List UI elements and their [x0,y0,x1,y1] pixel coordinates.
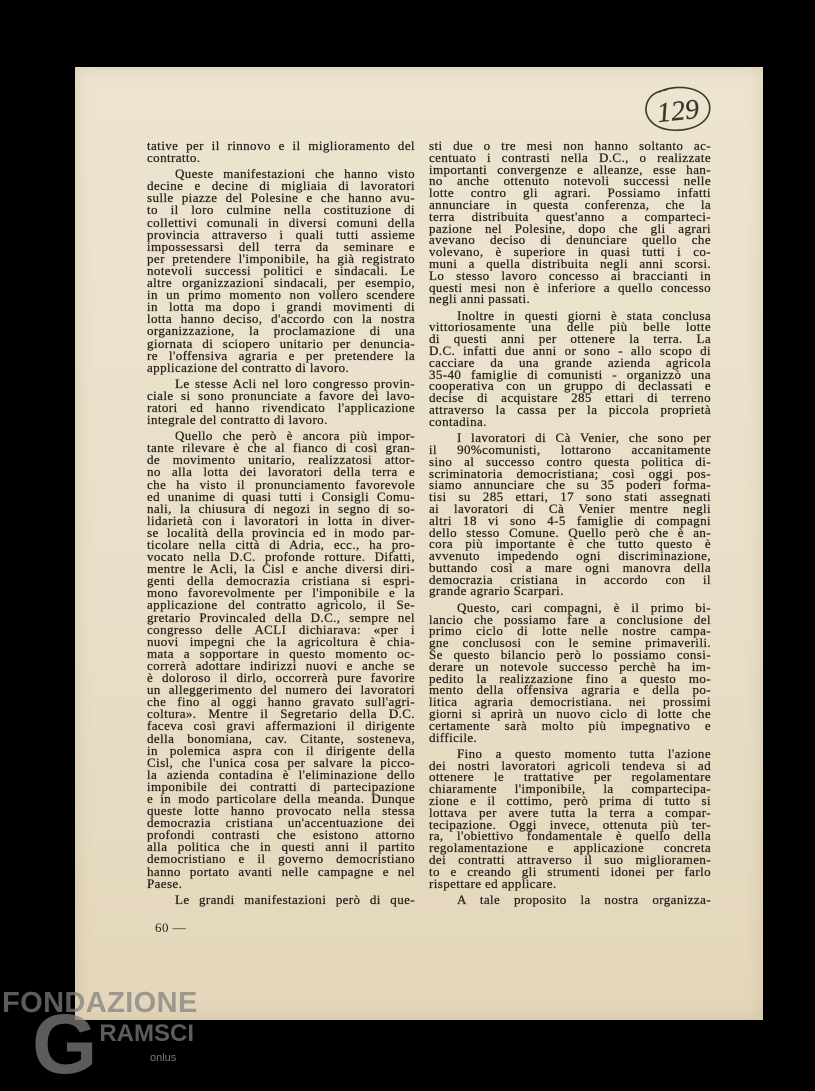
text-line: Le stesse Acli nel loro congresso provin- [175,375,415,391]
text-line: contratto. [147,150,201,166]
text-line: I lavoratori di Cà Venier, che sono per [457,430,711,446]
paragraph [147,430,415,890]
text-line: dei nostri lavoratori agricoli tendeva si ad [429,757,711,773]
text-line: e in modo particolare della meanda. Dunque [147,790,415,806]
text-line: Fino a questo momento tutta l'azione [457,745,711,761]
text-line: ratori ed hanno rivendicato l'applicazione [147,399,415,415]
text-line: to il loro culmine nella costituzione di [147,202,415,218]
document-page [75,67,763,1020]
text-line: grande agrario Scarpari. [429,583,564,599]
text-line: lotte contro gli agrari. Possiamo infatti [429,185,711,201]
text-line: collettivi comunali in diversi comuni della [147,214,415,230]
text-line: primo ciclo di lotte nelle nostre campa- [429,623,711,639]
text-line: ottenere le trattative per regolamentare [429,769,711,785]
text-line: tative per il rinnovo e il miglioramento del [147,138,415,153]
paragraph [147,891,415,907]
text-line: integrale del contratto di lavoro. [147,412,328,428]
text-line: decise di acquistare 285 ettari di terreno [429,390,711,406]
text-line: pazione nel Polesine, dopo che gli agrari [429,220,711,236]
text-line: buttando così a mare ogni manovra della [429,559,711,575]
text-line: tisi su 285 ettari, 17 sono stati assegnati [429,489,711,505]
text-line: tecipazione. Oggi invece, ottenuta più ter- [429,816,711,832]
text-line: faceva così gravi affermazioni il dirigente [147,718,415,734]
text-line: scriminatoria democristiana; così oggi pos- [429,465,711,481]
text-line: in lotta ma dopo i grandi movimenti di [147,299,415,315]
watermark-onlus: onlus [150,1052,177,1064]
text-line: congresso delle ACLI dichiarava: «per i [147,621,415,637]
paragraph [147,168,415,374]
page-number: 60 — [155,920,187,935]
text-line: D.C. infatti due anni or sono - allo scopo di [429,343,711,359]
text-line: lidarietà con i lavoratori in lotta in diver- [147,512,415,528]
text-line: A tale proposito la nostra organizza- [457,891,711,907]
text-line: tante rilevare è che al fianco di così gran- [147,440,415,456]
text-line: to e creando gli strumenti idonei per farlo [429,863,711,879]
paragraph [147,140,415,164]
text-line: zione e il cottimo, però prima di tutto si [429,793,711,809]
text-line: questi mesi non è inferiore a quello concesso [429,279,711,295]
text-line: lotta hanno deciso, d'accordo con la nostra [147,311,415,327]
text-line: coltura». Mentre il Segretario della D.C. [147,706,415,722]
text-line: no alla lotta dei lavoratori della terra e [147,464,415,480]
text-line: giorni si aprirà un nuovo ciclo di lotte che [429,705,711,721]
handwritten-annotation [641,83,715,135]
text-line: democristiano e il governo democristiano [147,851,415,867]
text-line: democrazia cristiana in accordo con il [429,571,711,587]
text-line: di questi anni per ottenere la terra. La [429,331,711,347]
text-line: ra, l'obiettivo fondamentale è quello della [429,828,711,844]
text-line: Lo stesso lavoro concesso ai braccianti in [429,267,711,283]
text-line: gne conclusosi con le semine primaverili. [429,635,711,651]
text-line: difficile. [429,729,478,745]
paragraph [429,140,711,305]
handwritten-number: 129 [655,93,701,130]
text-line: lottava per avere tutta la terra a compar- [429,804,711,820]
text-line: organizzazione, la proclamazione di una [147,323,415,339]
text-line: provincia attraverso i quali tutti assieme [147,226,415,242]
text-line: hanno portato avanti nelle campagne e nel [147,863,415,879]
text-line: avevano deciso di denunciare quello che [429,232,711,248]
text-line: nali, la chiusura di negozi in segno di so- [147,500,415,516]
text-line: derare un notevole successo perchè ha im- [429,658,711,674]
text-line: in polemica aspra con il dirigente della [147,742,415,758]
text-line: attraverso la cassa per la piccola proprietà [429,402,711,418]
text-line: mentre le Acli, la Cisl e anche diversi diri- [147,561,415,577]
text-line: annunciare in questa conferenza, che la [429,196,711,212]
paragraph [429,891,711,907]
text-line: re l'offensiva agraria e per pretendere la [147,347,415,363]
text-line: volevano, è superiore in quasi tutti i co- [429,244,711,260]
text-line: è doloroso il dirlo, occorrerà pure favorire [147,670,415,686]
text-line: mata a sopportare in questo momento oc- [147,645,415,661]
text-line: vittoriosamente una delle più belle lotte [429,319,711,335]
text-line: democrazia cristiana un'accentuazione dei [147,815,415,831]
text-line: certamente sarà molto più impegnativo e [429,717,711,733]
text-line: per pretendere l'imponibile, ha già registrato [147,250,415,266]
text-line: chiaramente l'imponibile, la compartecipa- [429,781,711,797]
text-line: importanti convergenze e alleanze, esse han- [429,161,711,177]
text-line: il 90%comunisti, lottarono accanitamente [429,441,711,457]
text-line: lancio che possiamo fare a conclusione del [429,611,711,627]
text-line: altri 18 vi sono 4-5 famiglie di compagni [429,512,711,528]
paragraph [429,307,711,429]
text-line: regolamentazione e applicazione concreta [429,840,711,856]
text-line: Paese. [147,875,183,891]
text-line: terra distribuita quest'anno a comparteci- [429,208,711,224]
text-line: ciale si sono pronunciate a favore dei lavo- [147,387,415,403]
text-line: impossessarsi dell terra da seminare e [147,238,415,254]
text-line: Se questo bilancio però lo possiamo consi- [429,646,711,662]
text-line: giornata di sciopero unitario per denuncia- [147,335,415,351]
text-line: contadina. [429,413,487,429]
text-line: applicazione del contratto di lavoro. [147,359,350,375]
watermark-gramsci: GRAMSCI [32,997,195,1091]
text-line: imponibile dei contratti di partecipazione [147,778,415,794]
text-line: cora più importante è che tutto questo è [429,536,711,552]
text-line: muni a quella distribuita negli anni scorsi. [429,255,711,271]
text-line: mento della offensiva agraria e della po- [429,682,711,698]
watermark-fondazione: FONDAZIONE [2,987,198,1019]
text-line: Questo, cari compagni, è il primo bi- [457,599,711,615]
text-line: notevoli successi politici e sindacali. Le [147,262,415,278]
text-line: Cisl, che l'unica cosa per salvare la picco- [147,754,415,770]
text-line: sino al successo contro questa politica di- [429,453,711,469]
text-line: altre organizzazioni sindacali, per esempio, [147,275,415,291]
text-line: genti della democrazia cristiana si espri- [147,573,415,589]
text-line: negli anni passati. [429,291,531,307]
text-line: un alleggerimento del numero dei lavoratori [147,682,415,698]
text-line: dello stesso Comune. Quello però che è an- [429,524,711,540]
text-line: queste lotte hanno provocato nella stessa [147,803,415,819]
text-line: centuato i contrasti nella D.C., o realizzate [429,149,711,165]
paragraph [147,375,415,428]
text-line: litica agraria democristiana. nei prossimi [429,694,711,710]
text-line: cooperativa con un gruppo di declassati e [429,378,711,394]
text-line: 35-40 famiglie di comunisti - organizzò una [429,366,711,382]
text-line: applicazione del contratto agricolo, il Se- [147,597,415,613]
text-column-left [147,140,415,906]
text-line: Queste manifestazioni che hanno visto [175,166,415,182]
text-line: pedito la realizzazione fino a questo mo- [429,670,711,686]
text-line: profondi contrasti che esistono attorno [147,827,415,843]
text-line: nuovi impegni che la agricoltura è chia- [147,633,415,649]
text-line: avvenuto impedendo ogni discriminazione, [429,548,711,564]
text-column-right [429,140,711,906]
paragraph [429,432,711,597]
text-line: dei contratti attraverso il suo miglioramen- [429,852,711,868]
text-line: gretario Provincaled della D.C., sempre nel [147,609,415,625]
text-line: Inoltre in questi giorni è stata conclusa [457,307,711,323]
text-line: se località della provincia ed in modo par- [147,524,415,540]
text-line: de movimento unitario, realizzatosi attor- [147,452,415,468]
paragraph [429,745,711,891]
text-line: la azienda contadina è l'eliminazione dello [147,766,415,782]
text-line: sulle piazze del Polesine e che hanno avu- [147,190,415,206]
text-line: ticolare nella città di Adria, ecc., ha pro- [147,537,415,552]
text-line: sti due o tre mesi non hanno soltanto ac- [429,138,711,153]
text-line: che fino al oggi hanno gravato sull'agri- [147,694,415,710]
text-line: della bonomiana, cav. Citante, sosteneva, [147,730,415,746]
text-line: correrà adottare indirizzi nuovi e anche se [147,657,415,673]
text-line: decine e decine di migliaia di lavoratori [147,178,415,194]
text-line: che ha visto il pronunciamento favorevole [147,476,415,492]
text-line: no anche ottenuto notevoli successi nelle [429,173,711,189]
text-line: in un primo momento non vollero scendere [147,287,415,303]
text-line: vocato nella D.C. profonde rotture. Difatti, [147,549,415,565]
text-line: ed unanime di quasi tutti i Consigli Comu- [147,488,415,504]
text-line: Quello che però è ancora più impor- [175,428,415,444]
text-line: siamo annunciare che su 35 poderi forma- [429,477,711,493]
paragraph [429,599,711,745]
text-line: rispettare ed applicare. [429,875,557,891]
text-line: ai lavoratori di Cà Venier mentre negli [429,500,711,516]
text-line: mono favorevolmente per l'imponibile e la [147,585,415,601]
text-line: Le grandi manifestazioni però di que- [175,891,415,907]
text-line: alla politica che in questi anni il partito [147,839,415,855]
text-line: cacciare da una grande azienda agricola [429,354,711,370]
